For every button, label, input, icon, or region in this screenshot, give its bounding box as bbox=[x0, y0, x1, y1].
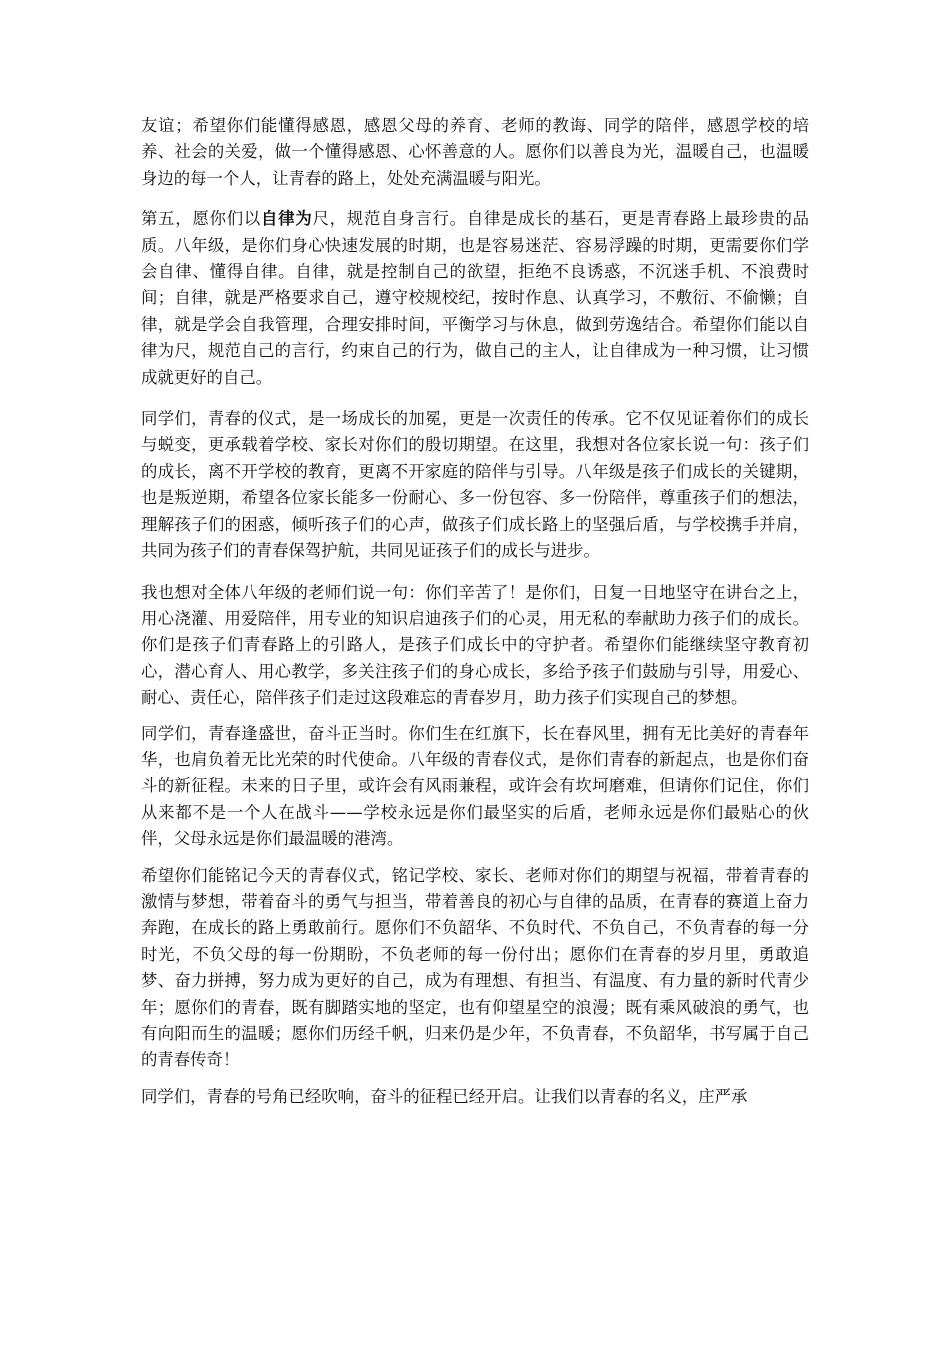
paragraph-closing: 同学们，青春的号角已经吹响，奋斗的征程已经开启。让我们以青春的名义，庄严承 bbox=[141, 1086, 748, 1106]
paragraph-body: 尺，规范自身言行。自律是成长的基石，更是青春路上最珍贵的品质。八年级，是你们身心快速发展的时期，也是容易迷茫、容易浮躁的时期，更需要你们学会自律、懂得自律。自律，就是控制自己的欲望，拒绝不良诱惑，不沉迷手机、不浪费时间；自律，就是严格要求自己，遵守校规校纪，按时作息、认真学习，不敷衍、不偷懒；自律，就是学会自我管理，合理安排时间，平衡学习与休息，做到劳逸结合。希望你们能以自律为尺，规范自己的言行，约束自己的行为，做自己的主人，让自律成为一种习惯，让习惯成就更好的自己。 bbox=[141, 209, 810, 387]
paragraph-wishes: 希望你们能铭记今天的青春仪式，铭记学校、家长、老师对你们的期望与祝福，带着青春的激情与梦想，带着奋斗的勇气与担当，带着善良的初心与自律的品质，在青春的赛道上奋力奔跑，在成长的路上勇敢前行。愿你们不负韶华、不负时代、不负自己，不负青春的每一分时光，不负父母的每一份期盼，不负老师的每一份付出；愿你们在青春的岁月里，勇敢追梦、奋力拼搏，努力成为更好的自己，成为有理想、有担当、有温度、有力量的新时代青少年；愿你们的青春，既有脚踏实地的坚定，也有仰望星空的浪漫；既有乘风破浪的勇气，也有向阳而生的温暖；愿你们历经千帆，归来仍是少年，不负青春，不负韶华，书写属于自己的青春传奇！ bbox=[141, 865, 809, 1070]
paragraph-youth-era: 同学们，青春逢盛世，奋斗正当时。你们生在红旗下，长在春风里，拥有无比美好的青春年华，也肩负着无比光荣的时代使命。八年级的青春仪式，是你们青春的新起点，也是你们奋斗的新征程。未来的日子里，或许会有风雨兼程，或许会有坎坷磨难，但请你们记住，你们从来都不是一个人在战斗——学校永远是你们最坚实的后盾，老师永远是你们最贴心的伙伴，父母永远是你们最温暖的港湾。 bbox=[141, 723, 809, 849]
emphasis-text: 自律为 bbox=[261, 209, 313, 229]
paragraph-gratitude: 友谊；希望你们能懂得感恩，感恩父母的养育、老师的教诲、同学的陪伴，感恩学校的培养、社会的关爱，做一个懂得感恩、心怀善意的人。愿你们以善良为光，温暖自己，也温暖身边的每一个人，让青春的路上，处处充满温暖与阳光。 bbox=[141, 116, 809, 188]
paragraph-to-parents: 同学们，青春的仪式，是一场成长的加冕，更是一次责任的传承。它不仅见证着你们的成长与蜕变，更承载着学校、家长对你们的殷切期望。在这里，我想对各位家长说一句：孩子们的成长，离不开学校的教育，更离不开家庭的陪伴与引导。八年级是孩子们成长的关键期，也是叛逆期，希望各位家长能多一份耐心、多一份包容、多一份陪伴，尊重孩子们的想法，理解孩子们的困惑，倾听孩子们的心声，做孩子们成长路上的坚强后盾，与学校携手并肩，共同为孩子们的青春保驾护航，共同见证孩子们的成长与进步。 bbox=[141, 409, 809, 561]
document-page bbox=[141, 113, 809, 1122]
paragraph-prefix: 第五，愿你们以 bbox=[141, 209, 262, 229]
paragraph-self-discipline bbox=[141, 206, 809, 391]
paragraph-to-teachers: 我也想对全体八年级的老师们说一句：你们辛苦了！是你们，日复一日地坚守在讲台之上，用心浇灌、用爱陪伴，用专业的知识启迪孩子们的心灵，用无私的奉献助力孩子们的成长。你们是孩子们青春路上的引路人，是孩子们成长中的守护者。希望你们能继续坚守教育初心，潜心育人、用心教学，多关注孩子们的身心成长，多给予孩子们鼓励与引导，用爱心、耐心、责任心，陪伴孩子们走过这段难忘的青春岁月，助力孩子们实现自己的梦想。 bbox=[141, 582, 809, 708]
